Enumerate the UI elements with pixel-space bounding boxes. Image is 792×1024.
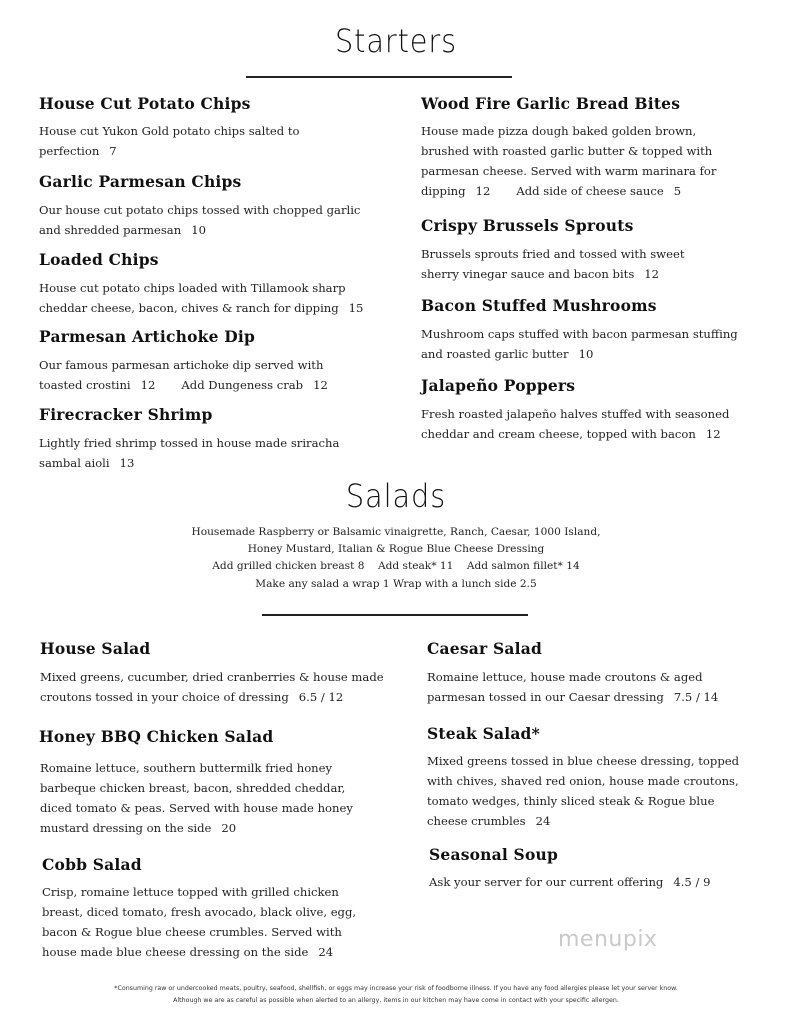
salads-info-line: Honey Mustard, Italian & Rogue Blue Cheese Dressing	[247, 543, 545, 555]
item-desc: House made pizza dough baked golden brown, brushed with roasted garlic butter & topped with parmesan cheese. Served with warm marinara for dipping 12 Add side of cheese sauce 5	[421, 124, 717, 198]
starters-title: Starters	[334, 22, 458, 60]
item-desc: Mixed greens, cucumber, dried cranberries & house made croutons tossed in your choice of dressing 6.5 / 12	[40, 670, 384, 704]
item-name: Seasonal Soup	[429, 845, 558, 864]
item-desc: Our house cut potato chips tossed with chopped garlic and shredded parmesan 10	[39, 203, 361, 237]
item-addon-price: 12	[313, 378, 328, 392]
item-desc: Romaine lettuce, house made croutons & aged parmesan tossed in our Caesar dressing 7.5 / 14	[427, 670, 719, 704]
item-price: 10	[578, 347, 594, 361]
item-name: Loaded Chips	[39, 250, 159, 269]
item-price: 12	[475, 184, 491, 198]
item-name: Honey BBQ Chicken Salad	[39, 727, 274, 746]
item-desc: House cut Yukon Gold potato chips salted to perfection 7	[39, 124, 300, 158]
item-price: 12	[644, 267, 660, 281]
item-price: 12	[705, 427, 721, 441]
salads-info-line: Housemade Raspberry or Balsamic vinaigrette, Ranch, Caesar, 1000 Island,	[191, 526, 601, 538]
item-name: Bacon Stuffed Mushrooms	[421, 296, 657, 315]
salads-divider	[262, 614, 528, 616]
salads-title: Salads	[345, 477, 447, 515]
item-name: Jalapeño Poppers	[421, 376, 576, 395]
item-desc: Our famous parmesan artichoke dip served with toasted crostini 12 Add Dungeness crab 12	[39, 358, 328, 392]
item-name: Parmesan Artichoke Dip	[39, 327, 255, 346]
starters-divider	[246, 76, 512, 78]
item-price: 24	[535, 814, 551, 828]
item-price: 13	[119, 456, 135, 470]
item-price: 10	[191, 223, 206, 237]
item-price: 6.5 / 12	[298, 690, 344, 704]
item-addon: Add Dungeness crab	[181, 378, 304, 392]
item-desc: Crisp, romaine lettuce topped with grilled chicken breast, diced tomato, fresh avocado, black olive, egg, bacon & Rogue blue cheese crumbles. Served with house made blue cheese dressing on the side 24	[42, 885, 357, 959]
menupix-watermark: menupix	[558, 927, 658, 952]
item-name: Caesar Salad	[427, 639, 542, 658]
allergy-disclaimer: *Consuming raw or undercooked meats, poultry, seafood, shellfish, or eggs may increase your risk of foodborne illness. If you have any food allergies please let your server know.	[114, 985, 678, 992]
item-name: Crispy Brussels Sprouts	[421, 216, 634, 235]
item-price: 20	[221, 821, 237, 835]
item-price: 7.5 / 14	[673, 690, 719, 704]
allergy-disclaimer-continued: Although we are as careful as possible when alerted to an allergy, items in our kitchen may have come in contact with your specific allergen.	[173, 997, 619, 1004]
item-desc: Mushroom caps stuffed with bacon parmesan stuffing and roasted garlic butter 10	[421, 327, 738, 361]
item-name: Steak Salad*	[427, 724, 540, 743]
item-name: Cobb Salad	[42, 855, 142, 874]
item-desc: House cut potato chips loaded with Tillamook sharp cheddar cheese, bacon, chives & ranch for dipping 15	[39, 281, 364, 315]
item-name: House Cut Potato Chips	[39, 94, 251, 113]
item-desc: Romaine lettuce, southern buttermilk fried honey barbeque chicken breast, bacon, shredded cheddar, diced tomato & peas. Served with house made honey mustard dressing on the side 20	[40, 761, 353, 835]
item-price: 7	[109, 144, 117, 158]
item-price: 24	[318, 945, 334, 959]
item-price: 4.5 / 9	[673, 875, 711, 889]
item-name: Wood Fire Garlic Bread Bites	[421, 94, 681, 113]
item-desc: Ask your server for our current offering 4.5 / 9	[429, 875, 711, 889]
item-addon-price: 5	[673, 184, 682, 198]
item-price: 12	[140, 378, 156, 392]
item-desc: Fresh roasted jalapeño halves stuffed with seasoned cheddar and cream cheese, topped with bacon 12	[421, 407, 730, 441]
item-desc: Brussels sprouts fried and tossed with sweet sherry vinegar sauce and bacon bits 12	[421, 247, 685, 281]
item-price: 15	[348, 301, 364, 315]
salads-info-line: Add grilled chicken breast 8 Add steak* 11 Add salmon fillet* 14	[212, 560, 580, 572]
item-addon: Add side of cheese sauce	[516, 184, 664, 198]
salads-info-line: Make any salad a wrap 1 Wrap with a lunch side 2.5	[255, 578, 537, 590]
item-name: Garlic Parmesan Chips	[39, 172, 242, 191]
item-name: House Salad	[40, 639, 151, 658]
item-desc: Lightly fried shrimp tossed in house made sriracha sambal aioli 13	[39, 436, 340, 470]
item-name: Firecracker Shrimp	[39, 405, 213, 424]
item-desc: Mixed greens tossed in blue cheese dressing, topped with chives, shaved red onion, house made croutons, tomato wedges, thinly sliced steak & Rogue blue cheese crumbles 24	[427, 754, 740, 828]
